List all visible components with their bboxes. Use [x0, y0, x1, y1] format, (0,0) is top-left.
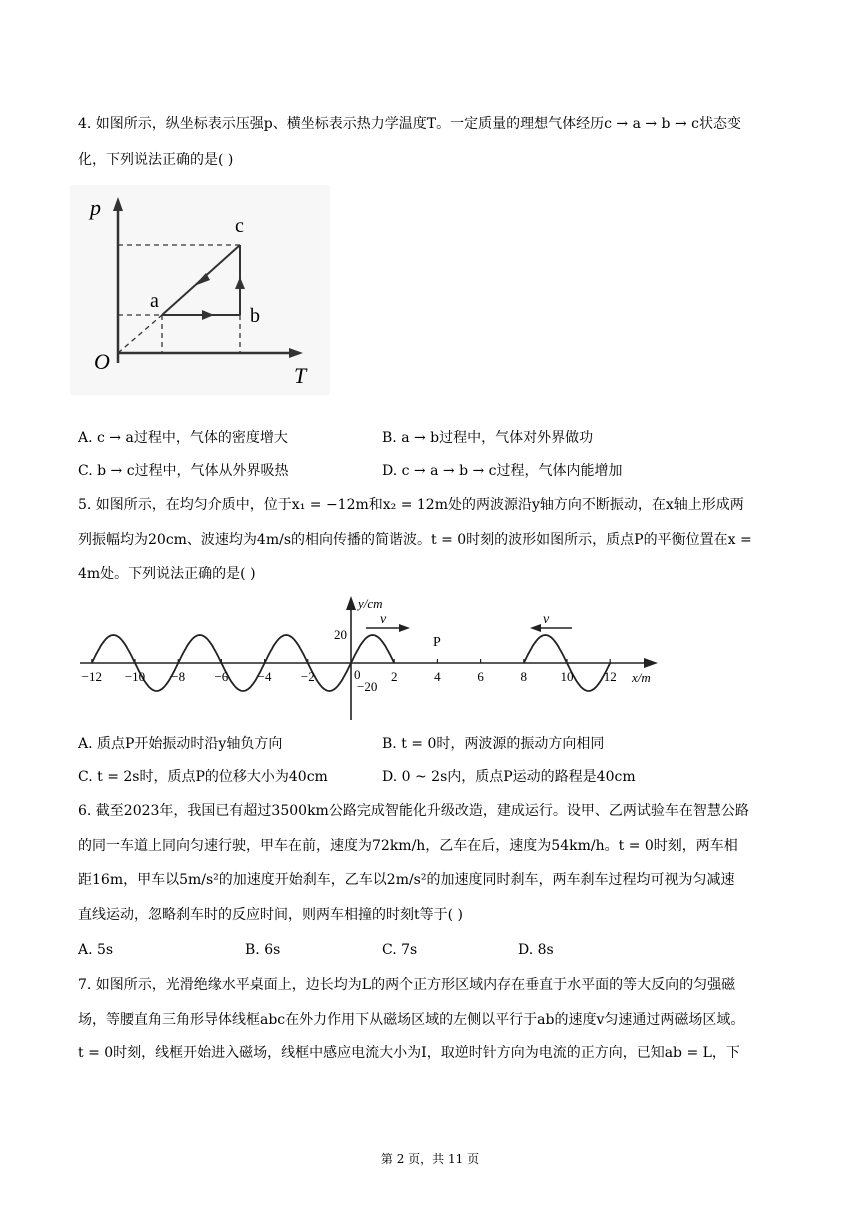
q5-tick-label: 12 [603, 669, 617, 684]
q4-label-T: T [294, 363, 307, 388]
q6-line1: 6. 截至2023年，我国已有超过3500km公路完成智能化升级改造，建成运行。设甲、乙两试验车在智慧公路 [78, 803, 749, 819]
q4-option-a: A. c → a过程中，气体的密度增大 [78, 430, 288, 446]
q6-option-d: D. 8s [518, 942, 554, 958]
q4-label-p: p [90, 195, 101, 220]
q5-line1: 5. 如图所示，在均匀介质中，位于x₁ = −12m和x₂ = 12m处的两波源沿y轴方向不断振动，在x轴上形成两 [78, 497, 744, 513]
q4-label-b: b [250, 305, 260, 327]
q7-line3: t = 0时刻，线框开始进入磁场，线框中感应电流大小为I，取逆时针方向为电流的正方向，已知ab = L，下 [78, 1045, 740, 1061]
q4-figure [70, 185, 330, 395]
q6-option-c: C. 7s [382, 942, 418, 958]
q4-label-O: O [94, 349, 110, 374]
q5-line2: 列振幅均为20cm、波速均为4m/s的相向传播的简谐波。t = 0时刻的波形如图所示，质点P的平衡位置在x = [78, 532, 752, 548]
q5-point-P: P [433, 635, 441, 650]
q4-line2: 化，下列说法正确的是( ) [78, 152, 234, 168]
q5-tick-label: −6 [214, 669, 229, 684]
q5-option-b: B. t = 0时，两波源的振动方向相同 [382, 736, 605, 752]
q5-tick-label: −4 [257, 669, 272, 684]
q5-v-right-arrowhead [530, 624, 541, 632]
q5-v-left-arrowhead [399, 624, 410, 632]
q5-tick-label: −2 [300, 669, 315, 684]
q4-label-a: a [150, 290, 159, 312]
q5-tick-label: −12 [81, 669, 102, 684]
q6-line4: 直线运动，忽略刹车时的反应时间，则两车相撞的时刻t等于( ) [78, 907, 463, 923]
q6-option-a: A. 5s [78, 942, 114, 958]
q5-xlabel: x/m [632, 670, 651, 685]
q5-tick-label: 10 [560, 669, 574, 684]
q5-figure [70, 590, 670, 730]
q5-v-left-label: v [380, 612, 387, 627]
q5-tick-label: 8 [520, 669, 528, 684]
q6-option-b: B. 6s [245, 942, 281, 958]
q4-label-c: c [235, 215, 244, 237]
q5-option-c: C. t = 2s时，质点P的位移大小为40cm [78, 769, 328, 785]
q5-tick-label: −10 [124, 669, 146, 684]
q5-v-right-label: v [543, 612, 550, 627]
q4-option-d: D. c → a → b → c过程，气体内能增加 [382, 463, 623, 479]
q4-option-b: B. a → b过程中，气体对外界做功 [382, 430, 594, 446]
q5-tick-label: −8 [171, 669, 186, 684]
q5-tick-label: 4 [434, 669, 441, 684]
q5-origin: 0 [354, 667, 361, 682]
q6-line2: 的同一车道上同向匀速行驶，甲车在前，速度为72km/h，乙车在后，速度为54km/h。t = 0时刻，两车相 [78, 838, 738, 854]
q6-line3: 距16m，甲车以5m/s²的加速度开始刹车，乙车以2m/s²的加速度同时刹车，两车刹车过程均可视为匀减速 [78, 872, 735, 888]
q5-option-d: D. 0 ~ 2s内，质点P运动的路程是40cm [382, 769, 636, 785]
page-footer: 第 2 页，共 11 页 [380, 1152, 480, 1166]
q4-option-c: C. b → c过程中，气体从外界吸热 [78, 463, 289, 479]
q5-y-axis-arrow [346, 596, 356, 610]
q7-line1: 7. 如图所示，光滑绝缘水平桌面上，边长均为L的两个正方形区域内存在垂直于水平面的等大反向的匀强磁 [78, 977, 736, 993]
q5-option-a: A. 质点P开始振动时沿y轴负方向 [78, 736, 283, 752]
q5-tick-label: 2 [390, 669, 398, 684]
q5-x-axis-arrow [644, 658, 658, 668]
q5-amp-pos: 20 [334, 627, 347, 642]
q5-ylabel: y/cm [358, 596, 383, 611]
q4-line1: 4. 如图所示，纵坐标表示压强p、横坐标表示热力学温度T。一定质量的理想气体经历c → a → b → c状态变 [78, 116, 741, 132]
q7-line2: 场，等腰直角三角形导体线框abc在外力作用下从磁场区域的左侧以平行于ab的速度v匀速通过两磁场区域。 [78, 1012, 745, 1028]
q5-line3: 4m处。下列说法正确的是( ) [78, 566, 256, 582]
q5-amp-neg: −20 [357, 679, 378, 694]
q5-tick-label: 6 [477, 669, 484, 684]
